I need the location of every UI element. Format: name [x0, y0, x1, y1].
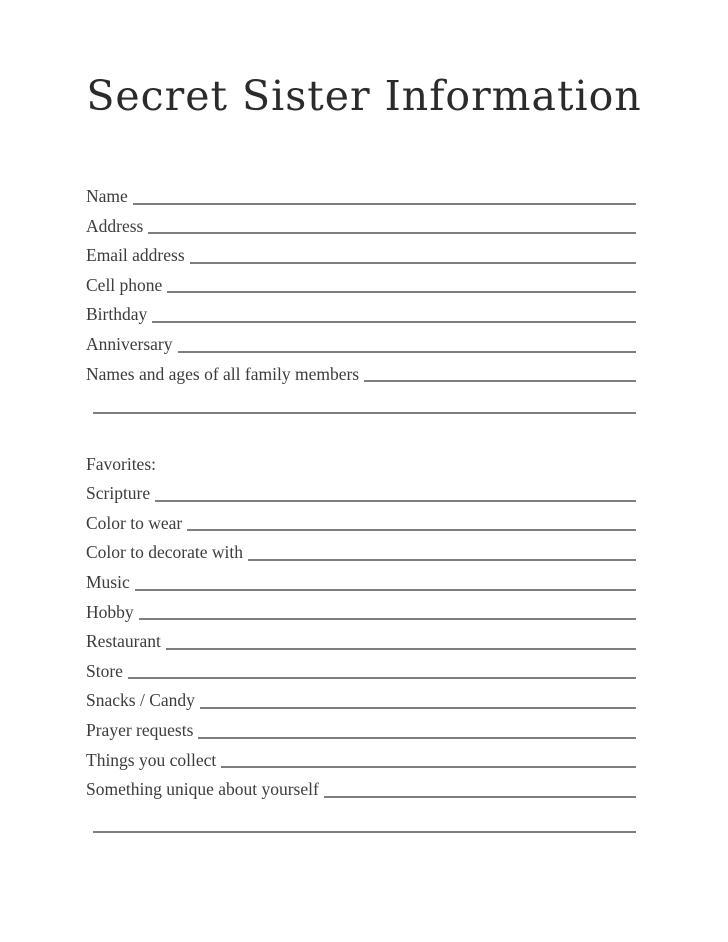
field-line-snacks-candy	[200, 707, 636, 709]
field-label-things-you-collect: Things you collect	[86, 749, 217, 770]
field-label-scripture: Scripture	[86, 483, 151, 504]
field-line-email-address	[190, 262, 636, 264]
field-row-color-to-wear	[86, 507, 636, 537]
field-line-cell-phone	[167, 291, 636, 293]
field-label-something-unique: Something unique about yourself	[86, 779, 319, 800]
field-line-family-members-continuation	[93, 412, 636, 414]
field-row-cell-phone	[86, 269, 636, 299]
field-line-music	[135, 589, 636, 591]
field-row-something-unique	[86, 773, 636, 803]
field-line-store	[128, 677, 636, 679]
field-line-color-to-decorate-with	[248, 559, 636, 561]
field-label-restaurant: Restaurant	[86, 631, 161, 652]
field-label-snacks-candy: Snacks / Candy	[86, 690, 195, 711]
field-label-anniversary: Anniversary	[86, 334, 173, 355]
field-label-color-to-wear: Color to wear	[86, 512, 183, 533]
field-label-music: Music	[86, 572, 130, 593]
field-line-name	[133, 203, 636, 205]
field-label-cell-phone: Cell phone	[86, 274, 163, 295]
favorites-heading-row	[86, 449, 636, 477]
field-row-things-you-collect	[86, 744, 636, 774]
field-label-birthday: Birthday	[86, 304, 148, 325]
field-line-scripture	[155, 500, 636, 502]
field-line-birthday	[152, 321, 636, 323]
field-row-snacks-candy	[86, 684, 636, 714]
field-row-scripture	[86, 477, 636, 507]
field-row-family-members-continuation	[86, 387, 636, 419]
field-line-something-unique	[324, 796, 636, 798]
field-line-color-to-wear	[187, 529, 636, 531]
field-label-color-to-decorate-with: Color to decorate with	[86, 542, 243, 563]
field-row-address	[86, 210, 636, 240]
field-row-anniversary	[86, 328, 636, 358]
field-label-email-address: Email address	[86, 245, 185, 266]
field-row-family-members	[86, 358, 636, 388]
secret-sister-form	[86, 180, 636, 838]
field-label-hobby: Hobby	[86, 601, 134, 622]
field-line-address	[148, 232, 636, 234]
field-line-family-members	[364, 380, 636, 382]
field-label-name: Name	[86, 186, 128, 207]
field-row-something-unique-continuation	[86, 803, 636, 838]
page-title: Secret Sister Information	[86, 72, 642, 120]
field-row-birthday	[86, 298, 636, 328]
favorites-heading: Favorites:	[86, 453, 156, 474]
field-row-name	[86, 180, 636, 210]
field-row-color-to-decorate-with	[86, 536, 636, 566]
field-label-address: Address	[86, 215, 144, 236]
field-label-family-members: Names and ages of all family members	[86, 363, 360, 384]
field-row-store	[86, 655, 636, 685]
field-line-restaurant	[166, 648, 636, 650]
field-row-prayer-requests	[86, 714, 636, 744]
field-line-anniversary	[178, 351, 636, 353]
field-line-hobby	[139, 618, 636, 620]
field-line-things-you-collect	[221, 766, 636, 768]
field-label-prayer-requests: Prayer requests	[86, 720, 194, 740]
field-row-music	[86, 566, 636, 596]
field-row-email-address	[86, 239, 636, 269]
field-label-store: Store	[86, 660, 123, 681]
field-line-prayer-requests	[198, 737, 636, 739]
field-line-something-unique-continuation	[93, 831, 636, 833]
field-row-hobby	[86, 596, 636, 626]
field-row-restaurant	[86, 625, 636, 655]
